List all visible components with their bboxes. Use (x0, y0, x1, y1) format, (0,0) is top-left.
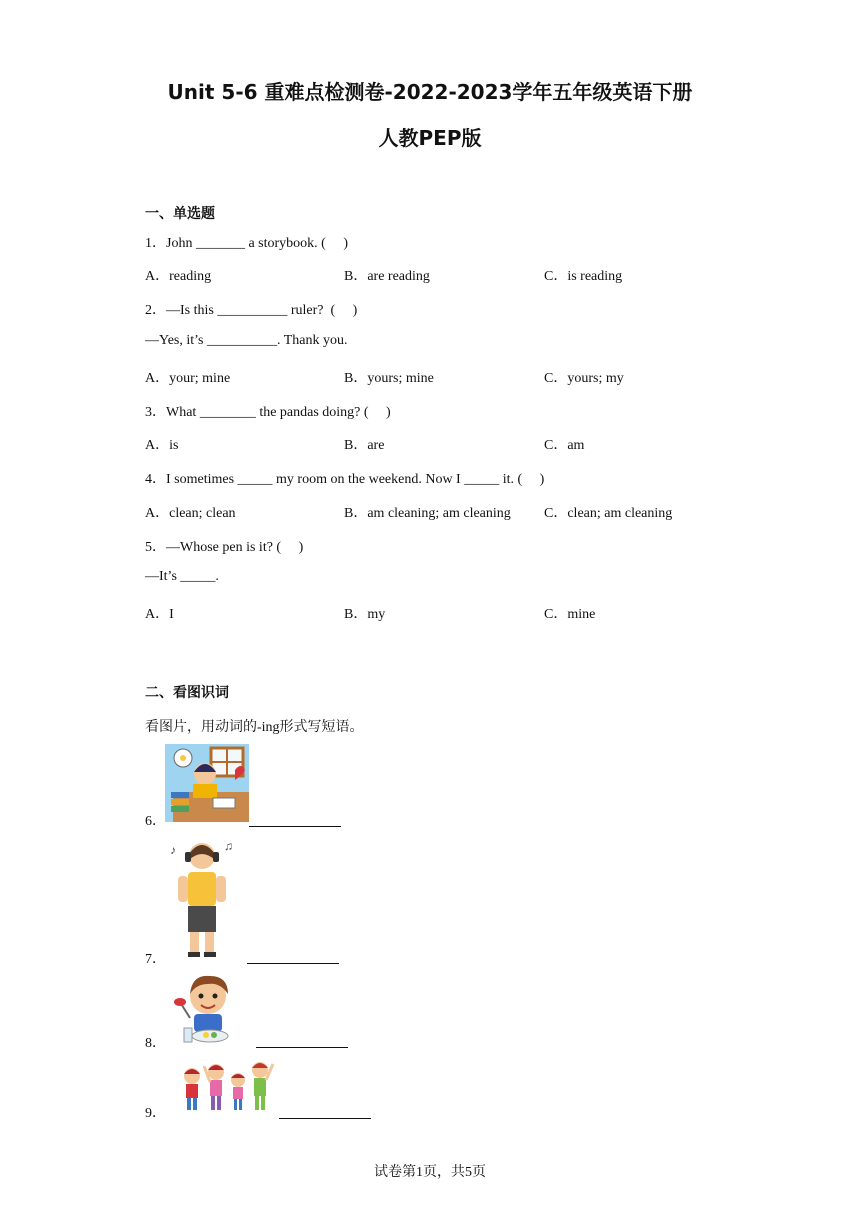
option-a[interactable]: A．reading (145, 269, 212, 284)
option-a[interactable]: A．clean; clean (145, 506, 236, 521)
option-a[interactable]: A．is (145, 438, 179, 453)
question-5-text-line2: —It’s _____. (145, 569, 219, 584)
option-c[interactable]: C．clean; am cleaning (544, 506, 673, 521)
option-b[interactable]: B．am cleaning; am cleaning (344, 506, 511, 521)
question-3-text: 3．What ________ the pandas doing? ( ) (145, 405, 391, 420)
option-a[interactable]: A．your; mine (145, 371, 231, 386)
page-footer: 试卷第1页，共5页 (374, 1165, 486, 1180)
question-3-options (145, 434, 745, 454)
question-1-options (145, 265, 745, 285)
item-9-number: 9． (145, 1106, 166, 1121)
svg-text:♪: ♪ (170, 843, 176, 857)
section-heading-single-choice: 一、单选题 (145, 206, 215, 222)
boy-reading-at-desk-image (165, 744, 249, 822)
answer-blank-8[interactable] (256, 1046, 348, 1048)
question-5-text: 5．—Whose pen is it? ( ) (145, 540, 304, 555)
question-1-text: 1．John _______ a storybook. ( ) (145, 236, 348, 251)
item-6-number: 6． (145, 814, 166, 829)
question-2-text-line2: —Yes, it’s __________. Thank you. (145, 333, 348, 348)
option-c[interactable]: C．am (544, 438, 585, 453)
question-2-text: 2．—Is this __________ ruler? ( ) (145, 303, 358, 318)
page-title-line2: 人教PEP版 (378, 126, 482, 150)
option-c[interactable]: C．yours; my (544, 371, 624, 386)
boy-eating-breakfast-image (170, 972, 234, 1046)
option-b[interactable]: B．are (344, 438, 385, 453)
answer-blank-6[interactable] (249, 825, 341, 827)
answer-blank-9[interactable] (279, 1117, 371, 1119)
option-a[interactable]: A．I (145, 607, 174, 622)
option-b[interactable]: B．yours; mine (344, 371, 434, 386)
option-b[interactable]: B．are reading (344, 269, 430, 284)
section-heading-picture-words: 二、看图识词 (145, 685, 229, 701)
page-title-line1: Unit 5-6 重难点检测卷-2022-2023学年五年级英语下册 (167, 80, 693, 104)
question-5-options (145, 603, 745, 623)
item-7-number: 7． (145, 952, 166, 967)
question-4-options (145, 502, 745, 522)
boy-listening-to-music-image (168, 836, 236, 960)
answer-blank-7[interactable] (247, 962, 339, 964)
item-8-number: 8． (145, 1036, 166, 1051)
option-c[interactable]: C．is reading (544, 269, 623, 284)
option-c[interactable]: C．mine (544, 607, 596, 622)
section-2-instruction: 看图片，用动词的-ing形式写短语。 (145, 720, 364, 735)
option-b[interactable]: B．my (344, 607, 386, 622)
children-doing-morning-exercises-image (180, 1058, 276, 1112)
question-4-text: 4．I sometimes _____ my room on the weekend. Now I _____ it. ( ) (145, 472, 545, 487)
svg-text:♫: ♫ (224, 839, 233, 853)
question-2-options (145, 367, 745, 387)
